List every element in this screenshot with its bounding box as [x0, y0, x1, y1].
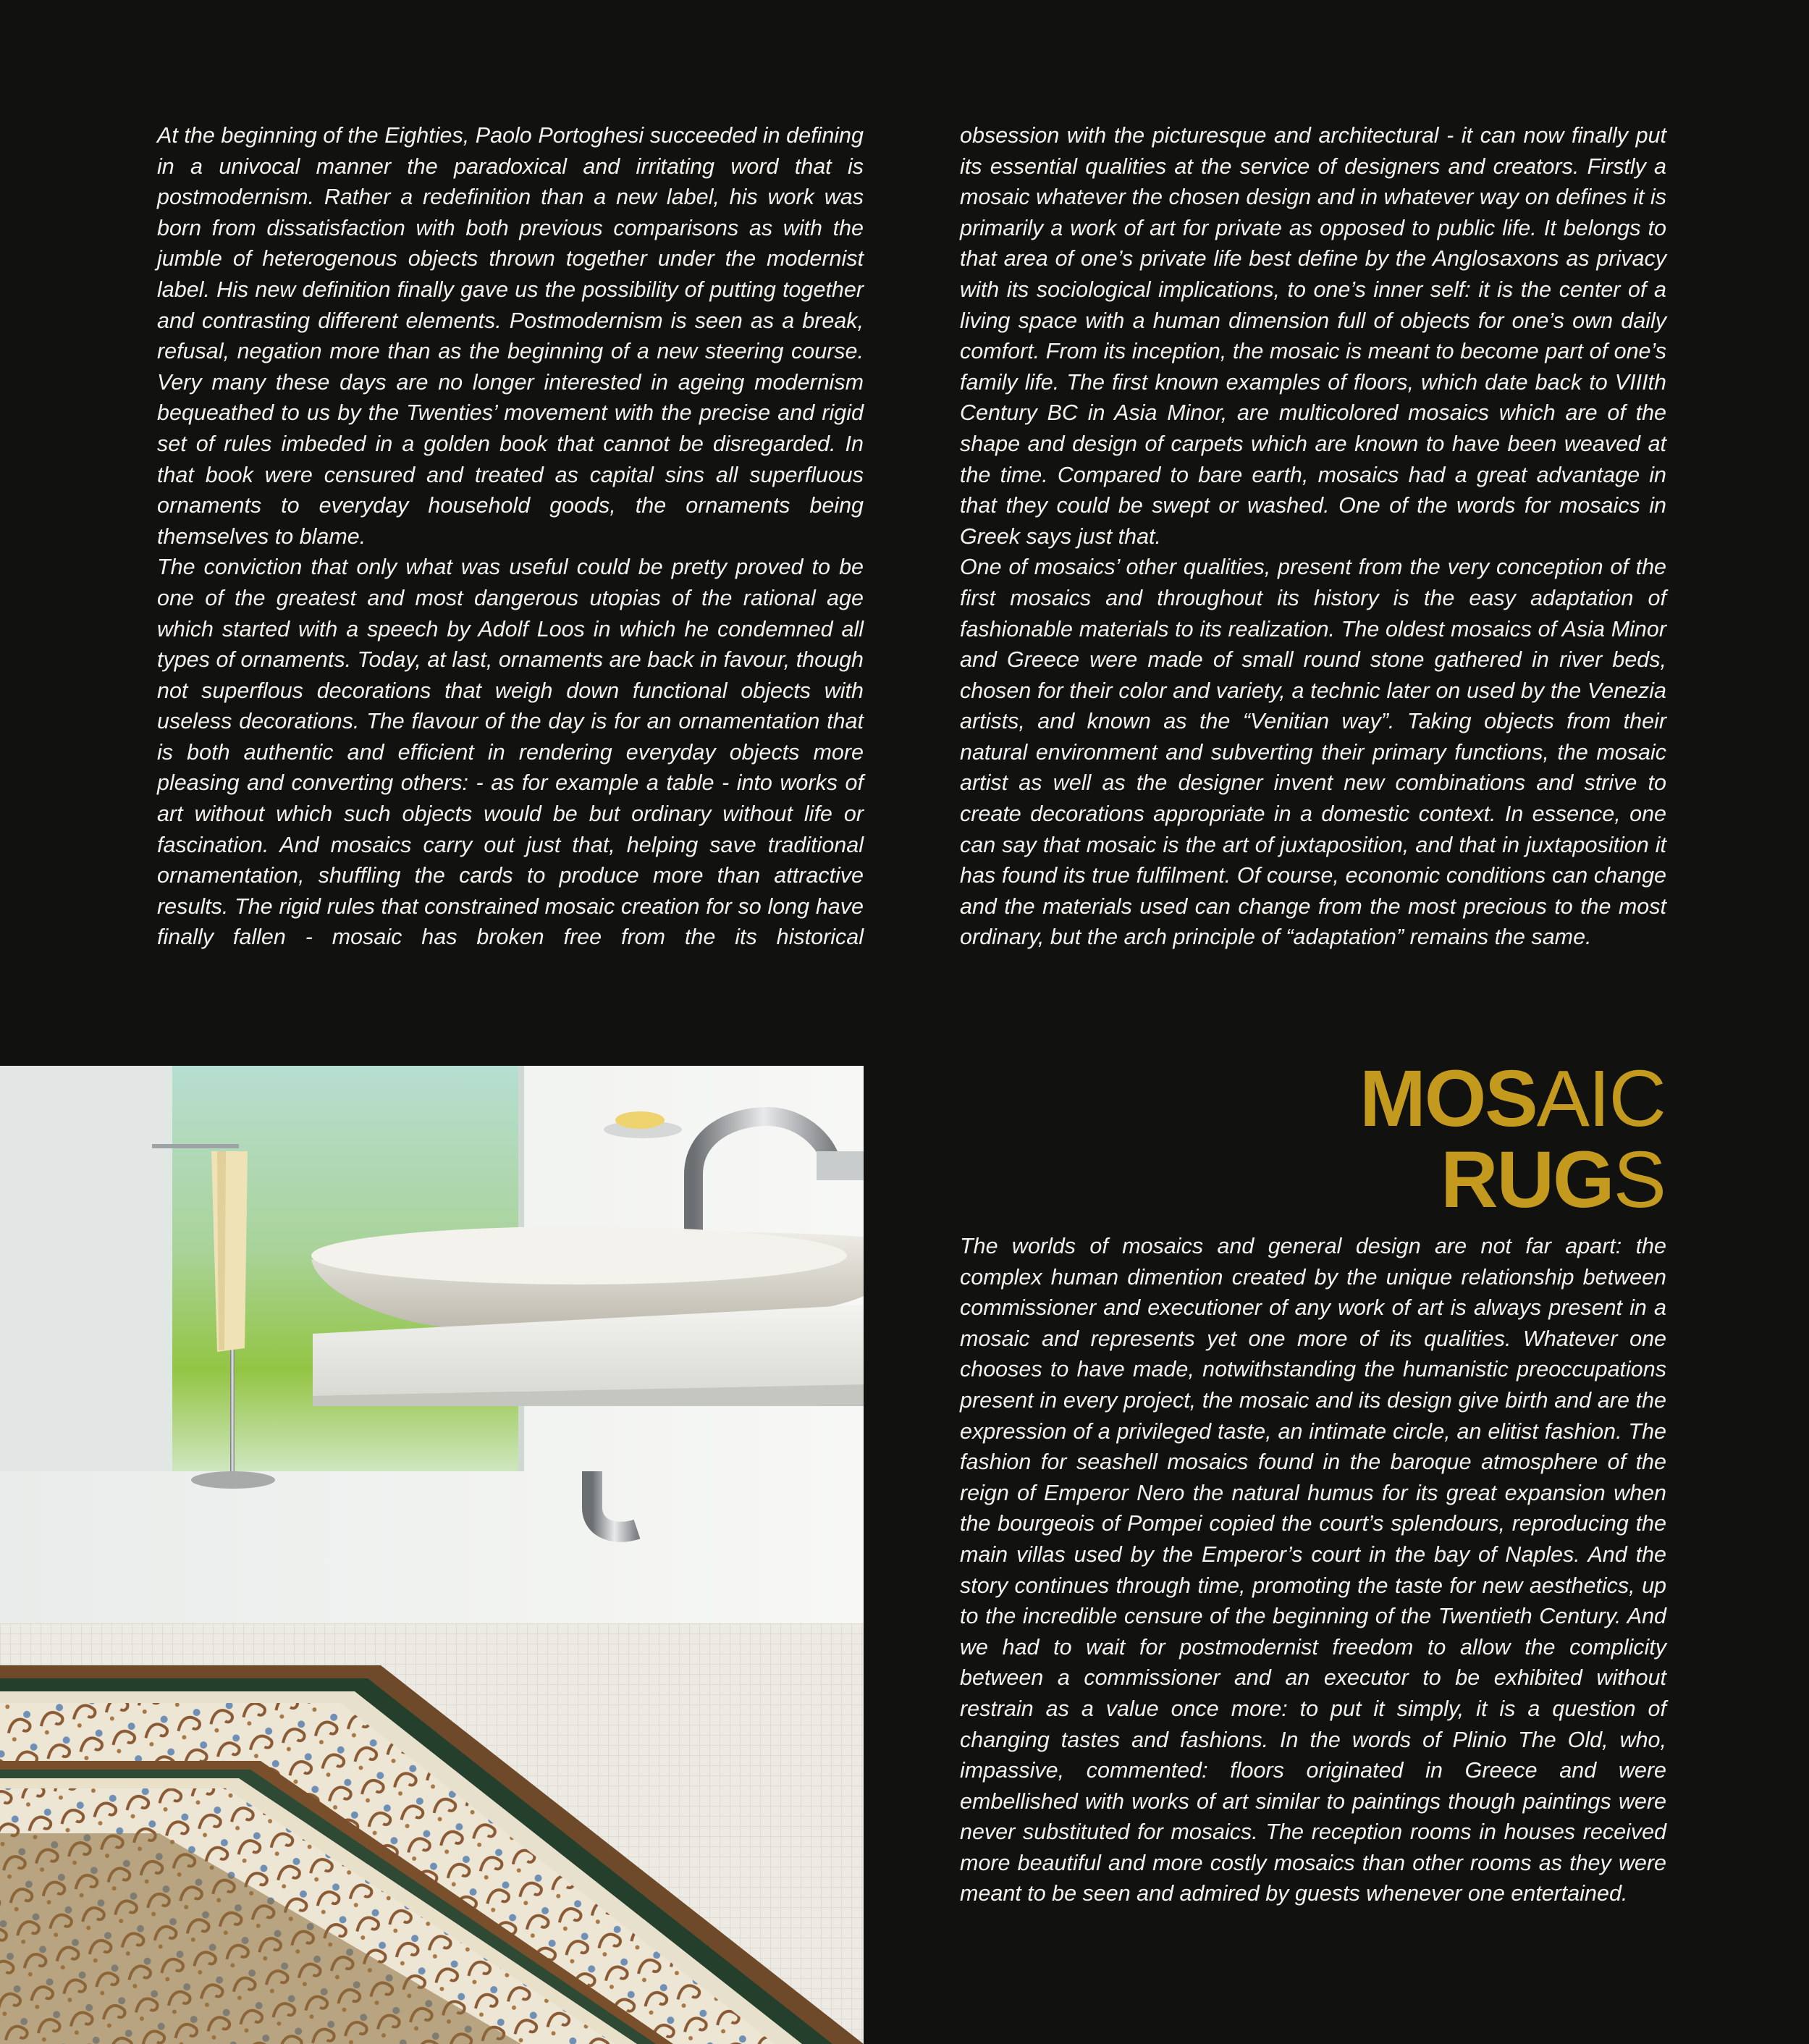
- right-text-column: [960, 120, 1666, 953]
- left-text-column: [157, 120, 864, 953]
- right-paragraph-2: One of mosaics’ other qualities, present from the very conception of the first mosaics and throughout its history is the easy adaptation of fashionable materials to its realization. The oldest mosaics of Asia Minor and Greece were made of small round stone gathered in river beds, chosen for their color and variety, a technic later on used by the Venezia artists, and known as the “Venitian way”. Taking objects from their natural environment and subverting their primary functions, the mosaic artist as well as the designer invent new combinations and strive to create decorations appropriate in a domestic context. In essence, one can say that mosaic is the art of juxtaposition, and that in juxtaposition it has found its true fulfilment. Of course, economic conditions can change and the materials used can change from the most precious to the most ordinary, but the arch principle of “adaptation” remains the same.: [960, 555, 1666, 950]
- heading-line1-thin: AIC: [1536, 1054, 1665, 1143]
- section-heading: [1359, 1054, 1665, 1224]
- heading-line1-bold: MOS: [1359, 1054, 1537, 1143]
- heading-line2-thin: S: [1613, 1135, 1665, 1224]
- bathroom-mosaic-photo: [0, 1066, 864, 2044]
- heading-line2-bold: RUG: [1441, 1135, 1614, 1224]
- bottom-paragraph: The worlds of mosaics and general design are not far apart: the complex human dimention created by the unique relationship between commissioner and executioner of any work of art is always present in a mosaic and represents yet one more of its qualities. Whatever one chooses to have made, notwithstanding the humanistic preoccupations present in every project, the mosaic and its design give birth and are the expression of a privileged taste, an intimate circle, an elitist fashion. The fashion for seashell mosaics found in the baroque atmosphere of the reign of Emperor Nero the natural humus for its great expansion when the bourgeois of Pompei copied the court’s splendours, reproducing the main villas used by the Emperor’s court in the bay of Naples. And the story continues through time, promoting the taste for new aesthetics, up to the incredible censure of the beginning of the Twentieth Century. And we had to wait for postmodernist freedom to allow the complicity between a commissioner and an executor to be exhibited without restrain as a value once more: to put it simply, it is a question of changing tastes and fashions. In the words of Plinio The Old, who, impassive, commented: floors originated in Greece and were embellished with works of art similar to paintings though paintings were never substituted for mosaics. The reception rooms in houses received more beautiful and more costly mosaics than other rooms as they were meant to be seen and admired by guests whenever one entertained.: [960, 1234, 1666, 1906]
- left-paragraph-2: The conviction that only what was useful could be pretty proved to be one of the greatest and most dangerous utopias of the rational age which started with a speech by Adolf Loos in which he condemned all types of ornaments. Today, at last, ornaments are back in favour, though not superflous decorations that weigh down functional objects with useless decorations. The flavour of the day is for an ornamentation that is both authentic and efficient in rendering everyday objects more pleasing and converting others: - as for example a table - into works of art without which such objects would be but ordinary without life or fascination. And mosaics carry out just that, helping save traditional ornamentation, shuffling the cards to produce more than attractive results. The rigid rules that constrained mosaic creation for so long have finally fallen - mosaic has broken free from the its historical: [157, 555, 864, 950]
- right-paragraph-1: obsession with the picturesque and architectural - it can now finally put its essential qualities at the service of designers and creators. Firstly a mosaic whatever the chosen design and in whatever way on defines it is primarily a work of art for private as opposed to public life. It belongs to that area of one’s private life best define by the Anglosaxons as privacy with its sociological implications, to one’s inner self: it is the center of a living space with a human dimension full of objects for one’s own daily comfort. From its inception, the mosaic is meant to become part of one’s family life. The first known examples of floors, which date back to VIIIth Century BC in Asia Minor, are multicolored mosaics which are of the shape and design of carpets which are known to have been weaved at the time. Compared to bare earth, mosaics had a great advantage in that they could be swept or washed. One of the words for mosaics in Greek says just that.: [960, 123, 1666, 549]
- bottom-text-column: [960, 1231, 1666, 1909]
- left-paragraph-1: At the beginning of the Eighties, Paolo Portoghesi succeeded in defining in a univocal manner the paradoxical and irritating word that is postmodernism. Rather a redefinition than a new label, his work was born from dissatisfaction with both previous comparisons as with the jumble of heterogenous objects thrown together under the modernist label. His new definition finally gave us the possibility of putting together and contrasting different elements. Postmodernism is seen as a break, refusal, negation more than as the beginning of a new steering course. Very many these days are no longer interested in ageing modernism bequeathed to us by the Twenties’ movement with the precise and rigid set of rules imbeded in a golden book that cannot be disregarded. In that book were censured and treated as capital sins all superfluous ornaments to everyday household goods, the ornaments being themselves to blame.: [157, 123, 864, 549]
